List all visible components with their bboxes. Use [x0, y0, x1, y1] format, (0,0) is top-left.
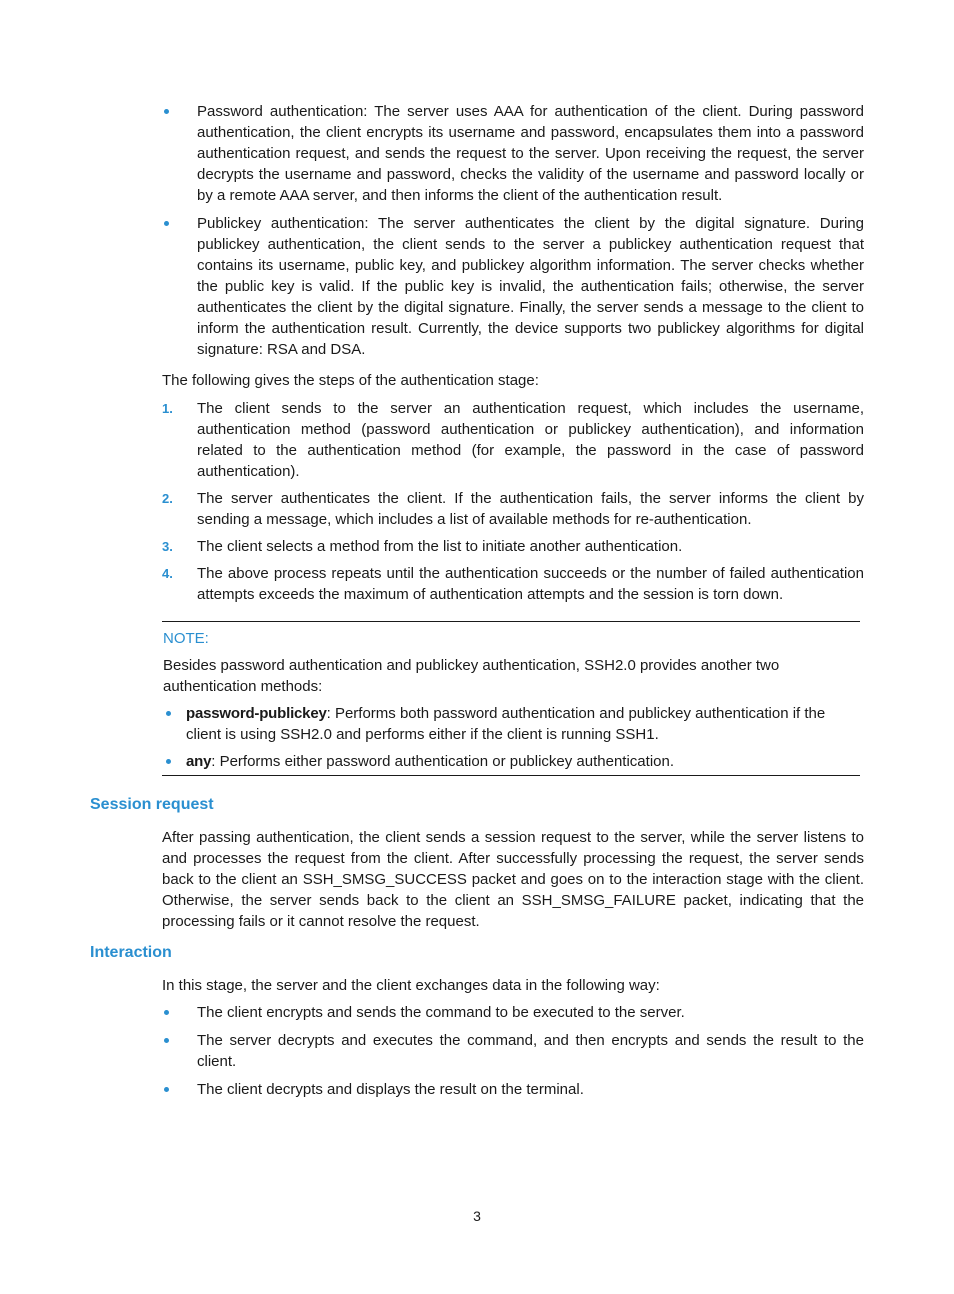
note-list [162, 703, 860, 772]
note-item-desc: : Performs either password authentication or publickey authentication. [211, 753, 675, 770]
list-item-password-auth [162, 101, 864, 206]
list-item [162, 1030, 864, 1072]
note-item-desc: : Performs both password authentication and publickey authentication if the client is using SSH2.0 and performs either if the client is running SSH1. [186, 705, 826, 743]
bullet-icon [166, 711, 171, 716]
step-item [162, 488, 864, 530]
step-item [162, 563, 864, 605]
step-text: The above process repeats until the authentication succeeds or the number of failed authentication attempts exceeds the maximum of authentication attempts and the session is torn down. [197, 565, 864, 603]
session-request-text: After passing authentication, the client sends a session request to the server, while the server listens to and processes the request from the client. After successfully processing the request, the server sends back to the client an SSH_SMSG_SUCCESS packet and goes on to the interaction stage with the client. Otherwise, the server sends back to the client an SSH_SMSG_FAILURE packet, indicating that the processing fails or it cannot resolve the request. [162, 829, 864, 930]
step-item [162, 398, 864, 482]
bullet-icon [164, 1010, 169, 1015]
step-number: 3. [162, 539, 173, 554]
section-heading-session-request: Session request [90, 796, 214, 813]
auth-methods-list [162, 101, 864, 360]
note-item [162, 751, 860, 772]
interaction-intro-text: In this stage, the server and the client exchanges data in the following way: [162, 977, 660, 994]
step-number: 2. [162, 491, 173, 506]
step-number: 4. [162, 566, 173, 581]
note-item [162, 703, 860, 745]
list-item-text: Publickey authentication: The server authenticates the client by the digital signature. During publickey authentication, the client sends to the server a publickey authentication request that contains its username, public key, and publickey algorithm information. The server checks whether the public key is valid. If the public key is invalid, the authentication fails; otherwise, the server authenticates the client by the digital signature. Finally, the server sends a message to the client to inform the authentication result. Currently, the device supports two publickey algorithms for digital signature: RSA and DSA. [197, 215, 864, 358]
note-label: NOTE: [163, 630, 209, 647]
bullet-icon [164, 221, 169, 226]
step-number: 1. [162, 401, 173, 416]
steps-intro-text: The following gives the steps of the authentication stage: [162, 372, 539, 389]
page-number: 3 [473, 1208, 481, 1224]
steps-intro [162, 370, 864, 391]
list-item-publickey-auth [162, 213, 864, 360]
step-text: The client selects a method from the list to initiate another authentication. [197, 538, 683, 555]
note-text: Besides password authentication and publickey authentication, SSH2.0 provides another two authentication methods: [163, 657, 780, 695]
step-text: The client sends to the server an authentication request, which includes the username, authentication method (password authentication or publickey authentication), and information related to the authentication method (for example, the password in the case of password authentication). [197, 400, 864, 480]
interaction-intro [162, 975, 864, 996]
auth-methods-section [162, 101, 864, 367]
note-item-term: password-publickey [186, 705, 327, 722]
step-text: The server authenticates the client. If the authentication fails, the server informs the client by sending a message, which includes a list of available methods for re-authentication. [197, 490, 864, 528]
interaction-list [162, 1002, 864, 1100]
list-item-text: The server decrypts and executes the command, and then encrypts and sends the result to the client. [197, 1032, 864, 1070]
interaction-section [162, 1002, 864, 1107]
list-item [162, 1079, 864, 1100]
bullet-icon [164, 109, 169, 114]
list-item-text: The client encrypts and sends the command to be executed to the server. [197, 1004, 685, 1021]
step-item [162, 536, 864, 557]
section-heading-interaction: Interaction [90, 944, 172, 961]
list-item [162, 1002, 864, 1023]
steps-section [162, 398, 864, 611]
bullet-icon [164, 1038, 169, 1043]
session-request-section [162, 827, 864, 932]
note-box [162, 621, 860, 776]
bullet-icon [166, 759, 171, 764]
note-item-term: any [186, 753, 212, 770]
list-item-text: Password authentication: The server uses AAA for authentication of the client. During password authentication, the client encrypts its username and password, encapsulates them into a password authentication request, and sends the request to the server. Upon receiving the request, the server decrypts the username and password, checks the validity of the username and password locally or by a remote AAA server, and then informs the client of the authentication result. [197, 103, 864, 204]
list-item-text: The client decrypts and displays the result on the terminal. [197, 1081, 584, 1098]
steps-list [162, 398, 864, 605]
bullet-icon [164, 1087, 169, 1092]
